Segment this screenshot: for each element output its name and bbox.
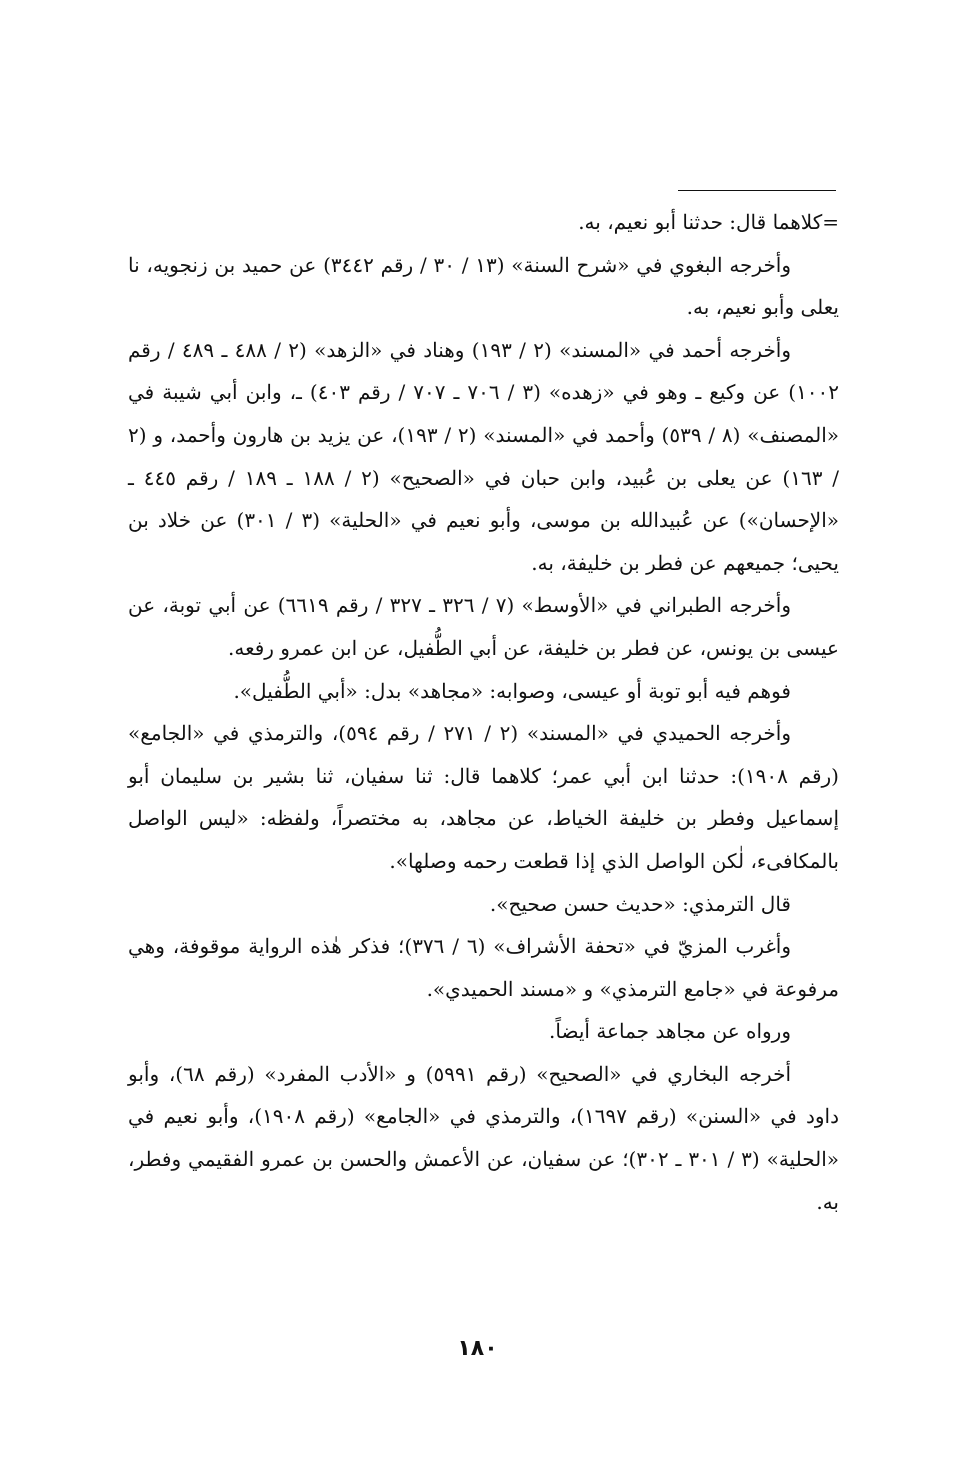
footnote-paragraph: فوهم فيه أبو توبة أو عيسى، وصوابه: «مجاهد» بدل: «أبي الطُّفيل». [233, 678, 791, 703]
footnote-paragraph: وأخرجه أحمد في «المسند» (٢ / ١٩٣) وهناد في «الزهد» (٢ / ٤٨٨ ـ ٤٨٩ / رقم ١٠٠٢) عن وكيع ـ وهو في «زهده» (٣ / ٧٠٦ ـ ٧٠٧ / رقم ٤٠٣) ـ، وابن أبي شيبة في «المصنف» (٨ / ٥٣٩) وأحمد في «المسند» (٢ / ١٩٣)، عن يزيد بن هارون وأحمد، و (٢ / ١٦٣) عن يعلى بن عُبيد، وابن حبان في «الصحيح» (٢ / ١٨٨ ـ ١٨٩ / رقم ٤٤٥ ـ «الإحسان») عن عُبيدالله بن موسى، وأبو نعيم في «الحلية» (٣ / ٣٠١) عن خلاد بن يحيى؛ جميعهم عن فطر بن خليفة، به. [128, 337, 840, 575]
footnote-text-block [128, 201, 839, 1223]
footnote-paragraph: ورواه عن مجاهد جماعة أيضاً. [549, 1019, 791, 1044]
footnote-paragraph: وأغرب المزيّ في «تحفة الأشراف» (٦ / ٣٧٦)؛ فذكر هٰذه الرواية موقوفة، وهي مرفوعة في «جامع الترمذي» و «مسند الحميدي». [128, 934, 839, 1001]
footnote-paragraph: وأخرجه الحميدي في «المسند» (٢ / ٢٧١ / رقم ٥٩٤)، والترمذي في «الجامع» (رقم ١٩٠٨): حدثنا ابن أبي عمر؛ كلاهما قال: ثنا سفيان، ثنا بشير بن سليمان أبو إسماعيل وفطر بن خليفة الخياط، عن مجاهد، به مختصراً، ولفظه: «ليس الواصل بالمكافىء، لٰكن الواصل الذي إذا قطعت رحمه وصلها». [128, 721, 839, 873]
footnote-paragraph: قال الترمذي: «حديث حسن صحيح». [489, 891, 791, 916]
footnote-paragraph: وأخرجه البغوي في «شرح السنة» (١٣ / ٣٠ / رقم ٣٤٤٢) عن حميد بن زنجويه، نا يعلى وأبو نعيم، به. [128, 252, 839, 320]
footnote-paragraph: =كلاهما قال: حدثنا أبو نعيم، به. [578, 210, 839, 234]
page-number: ١٨٠ [457, 1336, 498, 1361]
footnote-paragraph: أخرجه البخاري في «الصحيح» (رقم ٥٩٩١) و «الأدب المفرد» (رقم ٦٨)، وأبو داود في «السنن» (رقم ١٦٩٧)، والترمذي في «الجامع» (رقم ١٩٠٨)، وأبو نعيم في «الحلية» (٣ / ٣٠١ ـ ٣٠٢)؛ عن سفيان، عن الأعمش والحسن بن عمرو الفقيمي وفطر، به. [128, 1061, 840, 1214]
footnote-paragraph: وأخرجه الطبراني في «الأوسط» (٧ / ٣٢٦ ـ ٣٢٧ / رقم ٦٦١٩) عن أبي توبة، عن عيسى بن يونس، عن فطر بن خليفة، عن أبي الطُّفيل، عن ابن عمرو رفعه. [128, 593, 839, 660]
footnote-separator-rule [678, 190, 836, 191]
